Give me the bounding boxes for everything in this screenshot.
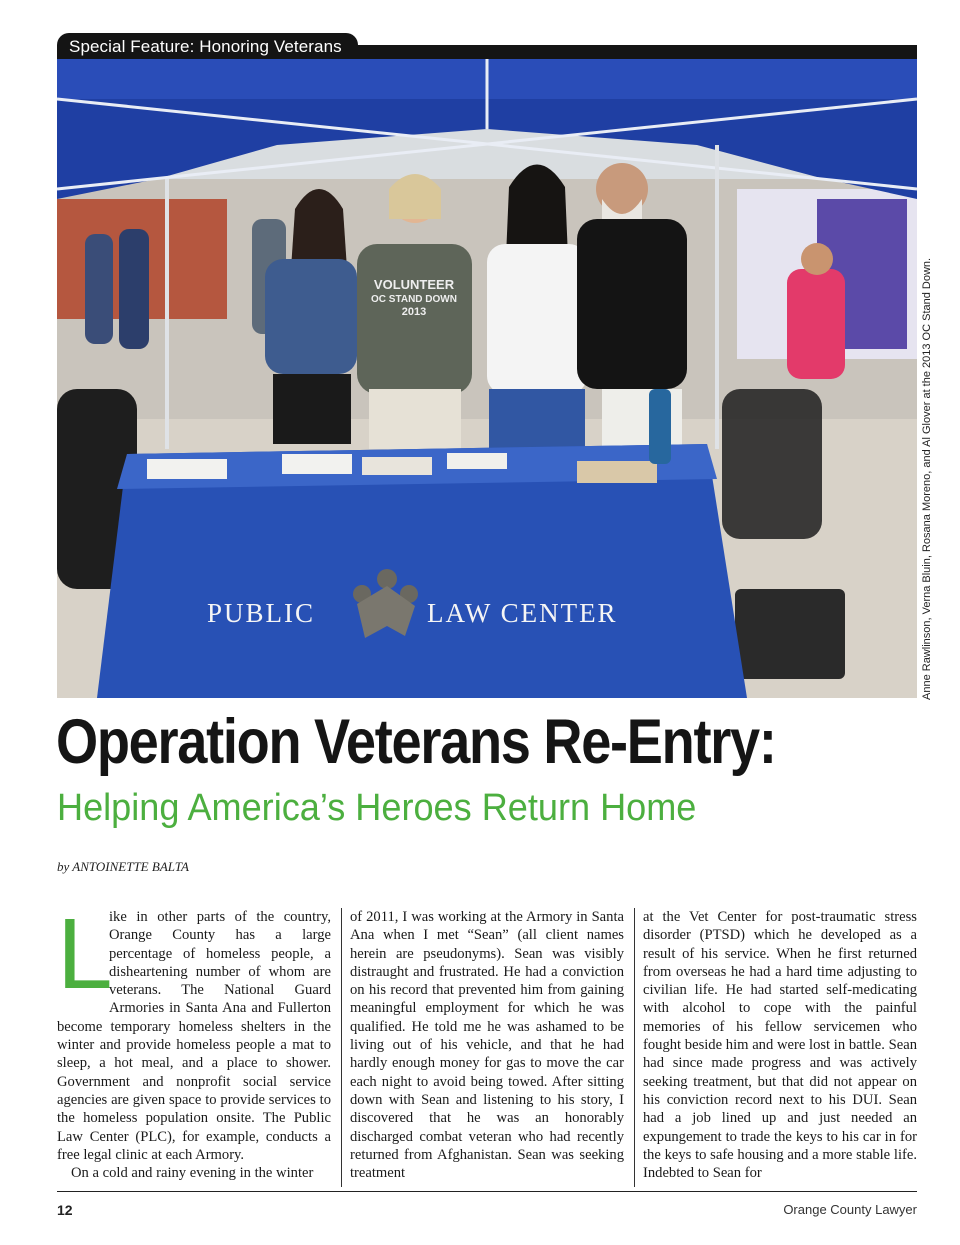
footer-rule: [57, 1191, 917, 1192]
publication-name: Orange County Lawyer: [783, 1202, 917, 1217]
column-3-text: at the Vet Center for post-traumatic stress disorder (PTSD) which he developed as a result of his service. When he first returned from overseas he had a hard time adjusting to civilian life. He had started self-medicating with alcohol to cope with the painful memories of his fellow servicemen who fought beside him and were lost in battle. Sean had since made progress and was actively seeking treatment, but that did not appear on his conviction record next to his DUI. Sean had a job lined up and just needed an expungement to trade the keys to his car in for the keys to safe housing and a more stable life. Indebted to Sean for: [643, 909, 917, 1182]
column-divider: [634, 908, 635, 1187]
article-subtitle: Helping America’s Heroes Return Home: [57, 787, 697, 829]
byline: by ANTOINETTE BALTA: [57, 859, 189, 874]
column-1-paragraph-1: ike in other parts of the country, Orange County has a large percentage of homeless people, a disheartening number of whom are veterans. The National Guard Armories in Santa Ana and Fullerton become temporary homeless shelters in the winter and provide homeless people a mat to sleep, a hot meal, and a place to shower. Government and nonprofit social service agencies are given space to provide services to the homeless population onsite. The Public Law Center (PLC), for example, conducts a free legal clinic at each Armory.: [57, 909, 331, 1163]
banner-left-text: PUBLIC: [207, 598, 316, 628]
drop-cap: L: [57, 898, 113, 1010]
shirt-text-2: OC STAND DOWN: [371, 294, 457, 305]
article-column-2: [350, 908, 624, 1187]
banner-right-text: LAW CENTER: [427, 598, 618, 628]
column-2-text: of 2011, I was working at the Armory in Santa Ana when I met “Sean” (all client names herein are pseudonyms). Sean was visibly distraught and frustrated. He had a conviction on his record that prevented him from gaining meaningful employment for which he was qualified. He told me he was ashamed to be living out of his vehicle, and that he had hardly enough money for gas to move the car each night to avoid being towed. After sitting down with Sean and listening to his story, I discovered that he was an honorably discharged combat veteran who had recently returned from Afghanistan. Sean was seeking treatment: [350, 909, 624, 1182]
column-1-paragraph-2: On a cold and rainy evening in the winter: [71, 1165, 314, 1182]
article-column-3: [643, 908, 917, 1187]
shirt-text-1: VOLUNTEER: [373, 277, 455, 292]
page-number: 12: [57, 1202, 73, 1218]
article-title: Operation Veterans Re-Entry:: [56, 707, 776, 777]
shirt-text-3: 2013: [401, 306, 427, 318]
feature-photo: [57, 59, 917, 698]
photo-caption: Anne Rawlinson, Verna Bluin, Rosana Moreno, and Al Glover at the 2013 OC Stand Down.: [921, 257, 933, 700]
article-column-1: [57, 898, 331, 1187]
section-tab: Special Feature: Honoring Veterans: [57, 33, 358, 61]
column-divider: [341, 908, 342, 1187]
